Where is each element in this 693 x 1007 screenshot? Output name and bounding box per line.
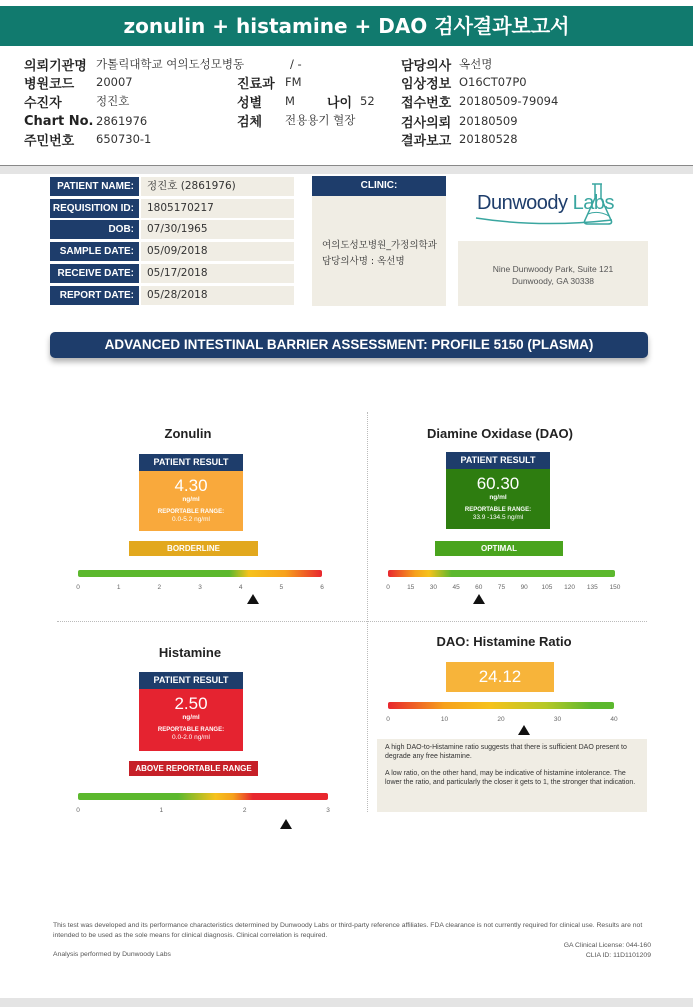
section-separator	[0, 166, 693, 174]
sample-date-label: SAMPLE DATE:	[50, 242, 139, 261]
zonulin-status-badge: BORDERLINE	[129, 541, 258, 556]
dunwoody-logo	[470, 180, 630, 230]
dao-range-value: 33.9 -134.5 ng/ml	[472, 514, 524, 521]
histamine-status-badge: ABOVE REPORTABLE RANGE	[129, 761, 258, 776]
zonulin-range-value: 0.0-5.2 ng/ml	[172, 516, 210, 523]
histamine-value: 2.50	[174, 694, 208, 713]
license-line: GA Clinical License: 044-160	[563, 942, 651, 949]
kh-value: 가톨릭대학교 여의도성모병동	[96, 57, 245, 71]
kh-label: 검사의뢰	[401, 115, 452, 131]
zonulin-scale-bar	[78, 570, 322, 577]
kh-label: 나이	[327, 95, 353, 111]
kh-label: 진료과	[237, 76, 275, 92]
footer-disclaimer: This test was developed and its performance characteristics determined by Dunwoody Labs or third-party reference affiliates. FDA clearance is not currently required for clinical use. Results are not intended to be used as the sole means for clinical diagnosis. Clinical correlation is required.	[53, 922, 643, 939]
histamine-tick-label: 0	[76, 807, 80, 814]
report-date-value: 05/28/2018	[141, 286, 294, 305]
dao-value: 60.30	[476, 474, 520, 493]
kh-value: 20007	[96, 75, 133, 89]
panel-divider-horizontal	[57, 621, 647, 622]
zonulin-tick-label: 1	[116, 584, 121, 591]
flask-icon	[470, 180, 630, 230]
dao-status-badge: OPTIMAL	[435, 541, 563, 556]
zonulin-marker-icon	[247, 594, 259, 604]
zonulin-tick-label: 2	[157, 584, 162, 591]
bottom-separator	[0, 998, 693, 1007]
ratio-tick-label: 20	[497, 716, 505, 723]
dao-tick-label: 120	[564, 584, 576, 591]
kh-value: 650730-1	[96, 132, 152, 146]
sample-date-value: 05/09/2018	[141, 242, 294, 261]
histamine-result-label: PATIENT RESULT	[139, 672, 243, 689]
dao-tick-label: 150	[609, 584, 621, 591]
clinic-box	[312, 196, 446, 306]
kh-label: 성별	[237, 95, 263, 111]
kh-value: 전용용기 혈장	[285, 113, 356, 127]
kh-value: FM	[285, 75, 302, 89]
ratio-marker-icon	[518, 725, 530, 735]
address-line: Nine Dunwoody Park, Suite 121	[492, 264, 614, 274]
kh-label: 병원코드	[24, 76, 75, 92]
kh-doctor	[401, 55, 492, 73]
dao-tick-label: 0	[386, 584, 390, 591]
kh-receipt-no	[401, 92, 558, 110]
clinic-label: CLINIC:	[312, 176, 446, 196]
zonulin-tick-label: 3	[198, 584, 202, 591]
ratio-value-box: 24.12	[446, 662, 554, 692]
dao-result-label: PATIENT RESULT	[446, 452, 550, 469]
ratio-tick-label: 0	[386, 716, 390, 723]
report-title: zonulin + histamine + DAO 검사결과보고서	[0, 6, 693, 46]
kh-institution	[24, 55, 244, 73]
histamine-unit: ng/ml	[182, 714, 200, 721]
ratio-tick-label: 40	[610, 716, 618, 723]
kh-value: M	[285, 94, 295, 108]
footer-license	[564, 941, 651, 960]
kh-value: 20180528	[459, 132, 518, 146]
receive-date-value: 05/17/2018	[141, 264, 294, 283]
kh-label: 주민번호	[24, 133, 75, 149]
kh-test-request	[401, 112, 518, 130]
dao-scale-bar	[388, 570, 615, 577]
footer-performed-by: Analysis performed by Dunwoody Labs	[53, 951, 171, 958]
dao-tick-label: 105	[541, 584, 553, 591]
kh-specimen	[237, 111, 355, 129]
patient-name-label: PATIENT NAME:	[50, 177, 139, 196]
requisition-id-value: 1805170217	[141, 199, 294, 218]
dao-title: Diamine Oxidase (DAO)	[427, 426, 573, 441]
kh-chart-no	[24, 112, 147, 130]
kh-patient	[24, 92, 129, 110]
kh-hospital-code	[24, 73, 133, 91]
dao-tick-label: 75	[497, 584, 506, 591]
dao-tick-label: 15	[407, 584, 415, 591]
kh-label: 임상정보	[401, 76, 452, 92]
dao-range-label: REPORTABLE RANGE:	[464, 507, 532, 513]
requisition-id-label: REQUISITION ID:	[50, 199, 139, 218]
kh-label: Chart No.	[24, 113, 94, 129]
histamine-tick-label: 1	[159, 807, 164, 814]
ratio-scale-bar	[388, 702, 614, 709]
ratio-note-paragraph: A low ratio, on the other hand, may be indicative of histamine intolerance. The lower the ratio, and particularly the closer it gets to 1, the stronger that indication.	[385, 770, 636, 786]
zonulin-tick-label: 4	[238, 584, 243, 591]
dao-tick-label: 30	[429, 584, 438, 591]
receive-date-label: RECEIVE DATE:	[50, 264, 139, 283]
kh-value: 52	[360, 94, 375, 108]
histamine-result-box	[139, 689, 243, 751]
ratio-title: DAO: Histamine Ratio	[436, 634, 572, 649]
kh-value: 옥선명	[459, 57, 493, 71]
ratio-note	[377, 739, 647, 812]
kh-label: 담당의사	[401, 58, 452, 74]
zonulin-result-box	[139, 471, 243, 531]
ratio-note-paragraph: A high DAO-to-Histamine ratio suggests that there is sufficient DAO present to degrade any free histamine.	[385, 744, 627, 760]
kh-value: 2861976	[96, 114, 148, 128]
zonulin-unit: ng/ml	[182, 496, 200, 503]
kh-label: 접수번호	[401, 95, 452, 111]
zonulin-tick-label: 6	[320, 584, 324, 591]
kh-label: 의뢰기관명	[24, 58, 87, 74]
zonulin-result-label: PATIENT RESULT	[139, 454, 243, 471]
zonulin-tick-label: 5	[279, 584, 284, 591]
dao-tick-label: 60	[475, 584, 483, 591]
kh-clinical-info	[401, 73, 527, 91]
korean-header	[0, 50, 693, 166]
license-line: CLIA ID: 11D1101209	[585, 951, 651, 959]
kh-resident-no	[24, 130, 151, 148]
kh-ward: / -	[290, 57, 302, 71]
kh-value: 정진호	[96, 94, 130, 108]
panel-divider-vertical	[367, 412, 368, 812]
zonulin-title: Zonulin	[164, 426, 212, 441]
dob-label: DOB:	[50, 220, 139, 239]
ratio-tick-label: 10	[440, 716, 449, 723]
kh-label: 검체	[237, 114, 263, 130]
kh-value: 20180509-79094	[459, 94, 559, 108]
logo-labs: Labs	[572, 192, 614, 214]
clinic-line: 담당의사명 : 옥선명	[322, 256, 405, 267]
kh-label: 결과보고	[401, 133, 452, 149]
kh-age	[327, 92, 375, 110]
histamine-scale-bar	[78, 793, 328, 800]
dao-tick-label: 45	[452, 584, 460, 591]
dao-tick-label: 135	[586, 584, 598, 591]
zonulin-tick-label: 0	[76, 584, 80, 591]
histamine-tick-label: 2	[242, 807, 247, 814]
ratio-tick-label: 30	[553, 716, 562, 723]
dao-result-box	[446, 469, 550, 529]
kh-department	[237, 73, 302, 91]
dao-tick-label: 90	[520, 584, 528, 591]
kh-value: 20180509	[459, 114, 518, 128]
histamine-tick-label: 3	[326, 807, 330, 814]
kh-result-report	[401, 130, 518, 148]
kh-label: 수진자	[24, 95, 62, 111]
lab-address	[458, 241, 648, 306]
zonulin-range-label: REPORTABLE RANGE:	[157, 509, 225, 515]
kh-sex	[237, 92, 295, 110]
profile-banner: ADVANCED INTESTINAL BARRIER ASSESSMENT: PROFILE 5150 (PLASMA)	[50, 332, 648, 358]
logo-name: Dunwoody	[477, 192, 568, 214]
kh-value: O16CT07P0	[459, 75, 527, 89]
patient-name-value: 정진호 (2861976)	[141, 177, 294, 196]
report-date-label: REPORT DATE:	[50, 286, 139, 305]
histamine-range-label: REPORTABLE RANGE:	[157, 727, 225, 733]
clinic-line: 여의도성모병원_가정의학과	[322, 240, 437, 251]
dao-marker-icon	[473, 594, 485, 604]
dob-value: 07/30/1965	[141, 220, 294, 239]
histamine-range-value: 0.0-2.0 ng/ml	[172, 734, 210, 741]
histamine-marker-icon	[280, 819, 292, 829]
dao-unit: ng/ml	[489, 494, 507, 501]
zonulin-value: 4.30	[174, 476, 208, 495]
address-line: Dunwoody, GA 30338	[511, 276, 595, 286]
histamine-title: Histamine	[158, 645, 222, 660]
